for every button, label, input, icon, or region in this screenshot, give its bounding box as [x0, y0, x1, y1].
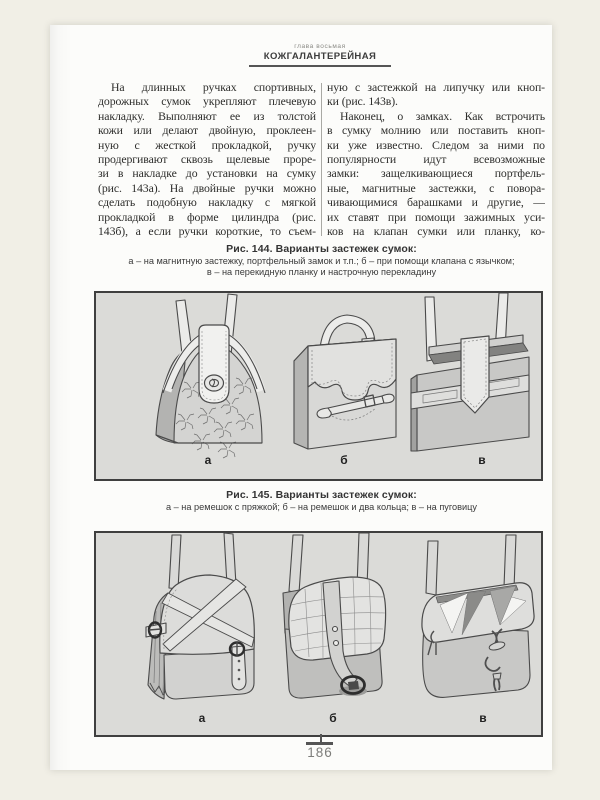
text-line: кожи или делают двойную, проклеен- [98, 123, 316, 138]
book-page [50, 25, 552, 770]
text-line: продергивают сквозь щелевые проре- [98, 152, 316, 167]
header-rule [249, 65, 391, 67]
column-divider [321, 83, 322, 236]
figure-145-illustration [94, 531, 543, 737]
text-line: ки уже известно. Следом за ними по [327, 137, 545, 152]
text-line: зи в накладке до установки на сумку [98, 166, 316, 181]
text-line: (рис. 143а). На двойные ручки можно [98, 180, 316, 195]
text-line: ные, магнитные застежки, с повора- [327, 180, 545, 195]
figure-144-caption [98, 243, 545, 277]
text-line: популярности идут всевозможные [327, 152, 545, 167]
caption-title: Рис. 145. Варианты застежек сумок: [226, 489, 417, 501]
fig144-label-b: б [340, 453, 348, 467]
bag-144a-handbag-magnetic-clasp-icon [136, 293, 281, 473]
fig145-label-a: а [198, 711, 206, 725]
right-column [327, 80, 545, 238]
text-line: ную с жесткой прокладкой, ручку [98, 137, 316, 152]
text-line: сделать подобную накладку с мягкой [98, 195, 316, 210]
text-line: их ставят при помощи зажимных уси- [327, 209, 545, 224]
text-line: замки: защелкивающиеся портфель- [327, 166, 545, 181]
text-line: Наконец, о замках. Как встрочить [340, 108, 545, 123]
caption-title: Рис. 144. Варианты застежек сумок: [226, 243, 417, 255]
text-line: накладку. Выполняют ее из толстой [98, 108, 316, 123]
bag-145v-patchwork-flap-button-icon [404, 533, 542, 729]
page-title: КОЖГАЛАНТЕРЕЙНАЯ [263, 51, 377, 62]
bag-144v-box-bag-flip-strap-icon [399, 293, 541, 473]
body-text [98, 80, 545, 238]
binding-shadow [50, 25, 72, 770]
bag-145b-quilted-satchel-rings-icon [261, 533, 406, 729]
chapter-label: глава восьмая [294, 43, 346, 50]
text-line: чивающимися барашками и другие, — [327, 195, 545, 210]
page-number: 186 [307, 745, 333, 760]
text-line: прокладкой в форме цилиндра (рис. [98, 209, 316, 224]
figure-145-caption [98, 489, 545, 512]
text-line: 143б), а если ручки короткие, то съем- [98, 224, 316, 239]
text-line: ков на клапан сумки или планку, ко- [327, 224, 545, 239]
text-line: в сумку молнию или поставить кноп- [327, 123, 545, 138]
fig145-label-v: в [479, 711, 487, 725]
caption-line: а – на ремешок с пряжкой; б – на ремешок и два кольца; в – на пуговицу [165, 502, 478, 512]
running-head [220, 43, 420, 67]
text-line: На длинных ручках спортивных, [111, 80, 316, 94]
text-line: ную с застежкой на липучку или кноп- [327, 80, 545, 94]
text-line: ки (рис. 143в). [327, 94, 398, 109]
fig145-label-b: б [329, 711, 337, 725]
left-column [98, 80, 316, 238]
bag-145a-satchel-strap-buckle-icon [130, 533, 275, 729]
bag-144b-briefcase-tongue-lock-icon [272, 293, 417, 473]
caption-line: а – на магнитную застежку, портфельный замок и т.п.; б – при помощи клапана с язычком; [128, 256, 515, 266]
fig144-label-v: в [478, 453, 486, 467]
text-line: дорожных сумок укрепляют плечевую [98, 94, 316, 109]
figure-144-illustration [94, 291, 543, 481]
fig144-label-a: а [204, 453, 212, 467]
footer-tick [320, 734, 322, 742]
caption-line: в – на перекидную планку и настрочную перекладину [206, 267, 437, 277]
